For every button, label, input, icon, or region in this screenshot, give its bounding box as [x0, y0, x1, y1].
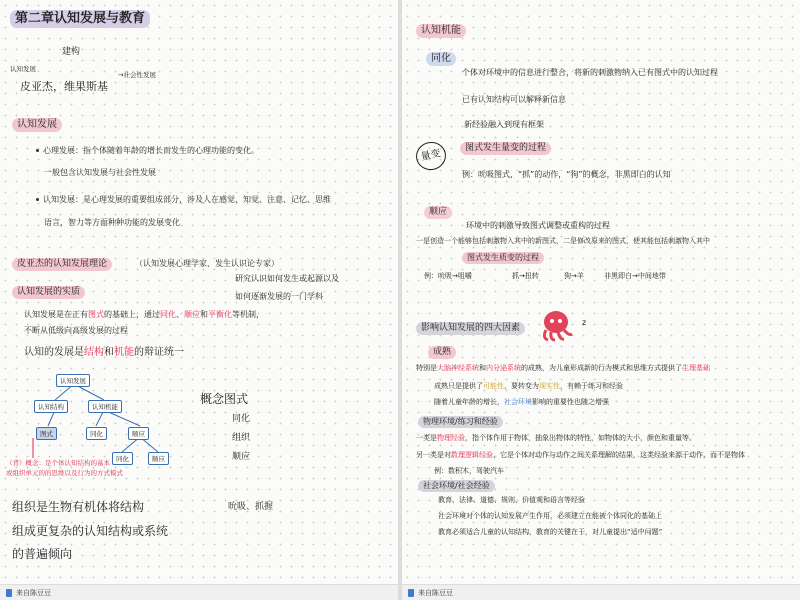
structure-function-line: 认知的发展是结构和机能的辩证统一 [24, 347, 184, 358]
assimilation-explain: 已有认知结构可以解释新信息 [462, 95, 566, 104]
tree-assimilation: 同化 [86, 427, 107, 440]
section-essence: 认知发展的实质 [12, 286, 85, 299]
octopus-zz: z [582, 318, 587, 327]
heading-social-environment: 社会环境/社会经验 [418, 480, 495, 492]
tree-accommodation: 顺应 [128, 427, 149, 440]
maturation-line-3: 随着儿童年龄的增长，社会环境影响的重要性也随之增强 [434, 398, 609, 406]
annotation-social: →社会性发展 [118, 71, 156, 79]
list-organization: 组织 [232, 433, 251, 443]
tree-schema: 图式 [36, 427, 57, 440]
concept-schema-heading: 概念图式 [200, 392, 249, 406]
quantitative-seal: 量变 [413, 139, 448, 173]
cog-dev-definition-cont: 语言，智力等方面种种功能的发展变化 [44, 218, 180, 227]
piaget-subtitle: （认知发展心理学家、发生认识论专家） [135, 259, 279, 268]
example-3: 狗→羊 [564, 272, 584, 280]
social-line-3: 教育必须适合儿童的认知结构，教育的关键在于，对儿童提出“适中问题” [438, 528, 663, 536]
qualitative-change-label: 图式发生质变的过程 [462, 252, 544, 264]
annotation-cognitive: 认知发展 [10, 65, 36, 73]
social-line-1: 教育、法律、道德、规则、价值观和语言等经验 [438, 496, 585, 504]
maturation-line-1: 特别是大脑神经系统和内分泌系统的成熟，为儿童形成新的行为模式和思维方式提供了生理基础 [416, 364, 710, 372]
right-footer: 来自陈豆豆 [402, 584, 800, 600]
heading-maturation: 成熟 [428, 346, 456, 359]
assimilation-example: 例：吮吸图式，“抓”的动作，“狗”的概念，非黑即白的认知 [462, 170, 671, 179]
chapter-title: 第二章认知发展与教育 [10, 10, 150, 28]
accommodation-definition: 环境中的刺激导致图式调整或重构的过程 [466, 221, 610, 230]
heading-cognitive-function: 认知机能 [416, 24, 466, 38]
list-accommodation: 顺应 [232, 452, 251, 462]
heading-assimilation: 同化 [426, 52, 456, 66]
list-assimilation: 同化 [232, 414, 251, 424]
social-line-2: 社会环境对个体的认知发展产生作用，必须建立在能被个体同化的基础上 [438, 512, 662, 520]
tree-structure: 认知结构 [34, 400, 68, 413]
authors-line: 皮亚杰，维果斯基 [20, 80, 108, 93]
essence-line-1: 认知发展是在正有图式的基础上，通过同化、顺应和平衡化等机制， [24, 310, 264, 319]
heading-four-factors: 影响认知发展的四大因素 [416, 322, 525, 335]
cog-dev-definition: 认知发展：是心理发展的重要组成部分，涉及人在感觉、知觉、注意、记忆、思维 [36, 195, 331, 205]
research-line-1: 研究认识如何发生或起源以及 [235, 274, 339, 283]
schema-note-1: （背）概念：是个体认知结构的基本 [6, 459, 110, 467]
document-icon [6, 589, 12, 597]
left-note-page [0, 0, 398, 600]
experience-example: 例：数积木，驾驶汽车 [434, 467, 504, 475]
psych-dev-definition: 心理发展：指个体随着年龄的增长而发生的心理功能的变化。 [36, 146, 259, 156]
document-icon [408, 589, 414, 597]
tree-accommodation-2: 顺应 [148, 452, 169, 465]
logic-experience-line: 另一类是对数理逻辑经验，它是个体对动作与动作之间关系理解的结果，这类经验来源于动作，而不是物体 [416, 451, 745, 459]
tree-root: 认知发展 [56, 374, 90, 387]
example-suck-grasp: 吮吸、抓握 [228, 502, 274, 512]
jiangou-label: 建构 [62, 47, 81, 57]
organization-line-3: 的普遍倾向 [12, 547, 73, 561]
quantitative-change-label: 图式发生量变的过程 [460, 142, 551, 155]
example-4: 非黑即白→中间地带 [604, 272, 666, 280]
organization-line-2: 组成更复杂的认知结构或系统 [12, 524, 169, 538]
heading-accommodation: 顺应 [424, 206, 452, 219]
heading-physical-environment: 物理环境/练习和经验 [418, 416, 503, 428]
right-note-page [402, 0, 800, 600]
assimilation-definition: 个体对环境中的信息进行整合，将新的刺激物纳入已有图式中的认知过程 [462, 68, 718, 77]
left-footer: 来自陈豆豆 [0, 584, 398, 600]
schema-note-2: 或组织单元的的思维以及行为的方式模式 [6, 469, 123, 477]
section-piaget-theory: 皮亚杰的认知发展理论 [12, 258, 112, 271]
example-2: 抓→扭转 [512, 272, 539, 280]
section-cognitive-development: 认知发展 [12, 118, 62, 132]
octopus-sticker [538, 308, 580, 344]
physical-experience-line: 一类是物理经验，指个体作用于物体，抽象出物体的特性，如物体的大小，颜色和重量等。 [416, 434, 696, 442]
tree-function: 认知机能 [88, 400, 122, 413]
accommodation-explain: 一是创造一个能够包括刺激物入其中的新图式，二是修改原来的图式，使其能包括刺激物入其中 [416, 237, 710, 245]
tree-assimilation-2: 同化 [112, 452, 133, 465]
assimilation-explain-2: 新经验融入到现有框架 [464, 120, 544, 129]
research-line-2: 如何逐渐发展的一门学科 [235, 292, 323, 301]
organization-line-1: 组织是生物有机体将结构 [12, 500, 145, 514]
essence-line-2: 不断从低级向高级发展的过程 [24, 326, 128, 335]
psych-dev-includes: 一般包含认知发展与社会性发展 [44, 168, 156, 177]
maturation-line-2: 成熟只是提供了可能性，要转变为现实性，有赖于练习和经验 [434, 382, 623, 390]
example-1: 例：吮吸→咀嚼 [424, 272, 472, 280]
